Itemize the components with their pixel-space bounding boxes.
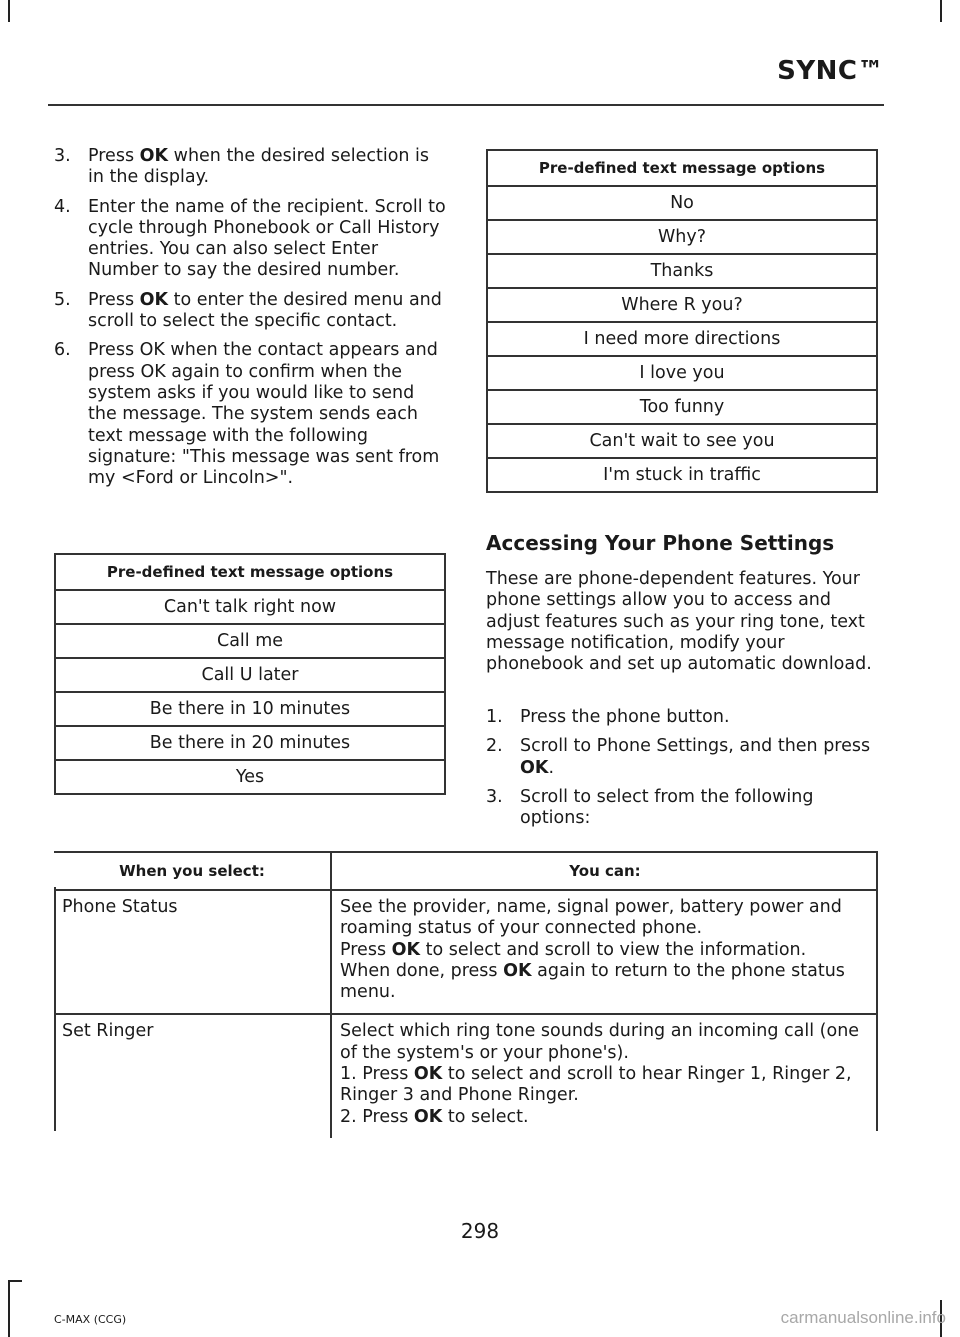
step-item [54, 340, 446, 489]
watermark: carmanualsonline.info [780, 1308, 946, 1327]
step-text: Press OK to enter the desired menu and scroll to select the specific contact. [88, 289, 442, 332]
column-header-can: You can: [331, 852, 878, 890]
step-item [486, 707, 878, 728]
ok-label: OK [139, 146, 169, 166]
step-item [486, 736, 878, 779]
table-cell: Thanks [487, 254, 877, 288]
table-cell: I need more directions [487, 322, 877, 356]
ok-label: OK [391, 939, 421, 960]
table-row [55, 590, 445, 624]
step-item [54, 146, 446, 189]
crop-mark [8, 1280, 22, 1282]
table-cell: Too funny [487, 390, 877, 424]
table-cell: Why? [487, 220, 877, 254]
table-cell: No [487, 186, 877, 220]
table-row [55, 760, 445, 794]
page-number: 298 [460, 1219, 500, 1243]
table-row [54, 890, 878, 1014]
table-cell: Can't wait to see you [487, 424, 877, 458]
table-cell: Call me [55, 624, 445, 658]
step-text: Press OK when the desired selection is in the display. [88, 146, 430, 188]
text-message-options-table-left [54, 553, 446, 795]
table-cell: Can't talk right now [55, 590, 445, 624]
left-steps [54, 146, 446, 497]
option-name: Phone Status [54, 890, 331, 1014]
phone-settings-table [54, 851, 878, 1138]
table-cell: Where R you? [487, 288, 877, 322]
crop-mark [940, 0, 942, 22]
description-line: 1. Press OK to select and scroll to hear Ringer 1, Ringer 2, Ringer 3 and Phone Ringer. [340, 1064, 852, 1106]
table-cell: I'm stuck in traffic [487, 458, 877, 492]
table-row [487, 186, 877, 220]
step-number: 6. [54, 340, 71, 361]
table-row [487, 356, 877, 390]
step-item [54, 290, 446, 333]
table-header: Pre-defined text message options [55, 554, 445, 590]
page-header-title: SYNC™ [777, 56, 884, 86]
section-intro: These are phone-dependent features. Your phone settings allow you to access and adjust features such as your ring tone, text message notification, modify your phonebook and set up automatic download. [486, 569, 872, 675]
table-cell: Be there in 10 minutes [55, 692, 445, 726]
step-text: Scroll to select from the following options: [520, 786, 814, 829]
table-row [54, 1014, 878, 1137]
option-description [331, 1014, 878, 1137]
crop-mark [8, 0, 10, 22]
table-column-divider [54, 887, 56, 1131]
description-line: See the provider, name, signal power, battery power and roaming status of your connected phone. [340, 897, 842, 939]
table-row [487, 220, 877, 254]
ok-label: OK [413, 1064, 443, 1085]
table-row [487, 254, 877, 288]
table-row [55, 624, 445, 658]
table-cell: Be there in 20 minutes [55, 726, 445, 760]
table-cell: Call U later [55, 658, 445, 692]
step-number: 3. [54, 146, 71, 166]
description-line: Press OK to select and scroll to view the information. [340, 939, 807, 960]
ok-label: OK [413, 1106, 443, 1127]
step-number: 3. [486, 786, 503, 807]
ok-label: OK [503, 960, 532, 981]
column-header-select: When you select: [54, 852, 331, 890]
step-text: Scroll to Phone Settings, and then press OK. [520, 736, 871, 778]
step-text: Enter the name of the recipient. Scroll to cycle through Phonebook or Call History entries. You can also select Enter Number to say the desired number. [88, 196, 446, 281]
table-header: Pre-defined text message options [487, 150, 877, 186]
table-column-divider [876, 851, 878, 1131]
section-heading: Accessing Your Phone Settings [486, 531, 835, 555]
table-row [55, 726, 445, 760]
table-row [55, 658, 445, 692]
step-item [54, 197, 446, 282]
footer-model: C-MAX (CCG) [54, 1313, 127, 1326]
ok-label: OK [520, 757, 549, 778]
step-text: Press the phone button. [520, 707, 730, 727]
option-name: Set Ringer [54, 1014, 331, 1137]
table-row [55, 692, 445, 726]
step-number: 1. [486, 707, 503, 727]
header-rule [48, 104, 884, 106]
step-number: 5. [54, 289, 71, 310]
table-row [487, 288, 877, 322]
option-description [331, 890, 878, 1014]
description-line: When done, press OK again to return to the phone status menu. [340, 960, 845, 1003]
description-line: Select which ring tone sounds during an incoming call (one of the system's or your phone's). [340, 1021, 860, 1063]
table-row [487, 322, 877, 356]
step-text: Press OK when the contact appears and press OK again to confirm when the system asks if you would like to send the message. The system sends each text message with the following signature: "This message was sent from my <Ford or Lincoln>". [88, 340, 440, 489]
right-steps [486, 707, 878, 837]
ok-label: OK [139, 289, 169, 310]
table-cell: Yes [55, 760, 445, 794]
step-item [486, 787, 878, 830]
table-row [487, 458, 877, 492]
table-cell: I love you [487, 356, 877, 390]
crop-mark [8, 1280, 10, 1337]
text-message-options-table-right [486, 149, 878, 493]
table-row [487, 424, 877, 458]
step-number: 2. [486, 736, 503, 757]
step-number: 4. [54, 196, 71, 217]
description-line: 2. Press OK to select. [340, 1106, 529, 1127]
table-row [487, 390, 877, 424]
